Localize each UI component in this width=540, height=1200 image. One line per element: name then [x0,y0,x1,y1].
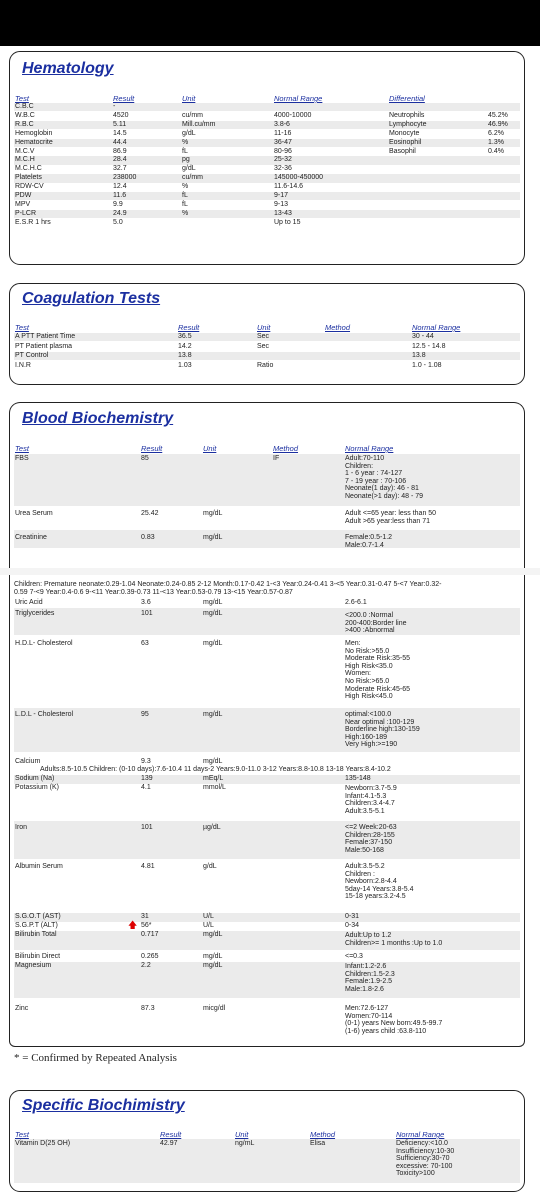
cell-range: 11-16 [274,129,292,137]
sgpt-result: 56* [141,922,152,929]
trig-test: Triglycerides [15,610,55,617]
table-row [14,174,520,182]
row-fbs [14,454,520,506]
row-magnesium [14,962,520,998]
calcium-result: 9.3 [141,758,151,765]
calcium-note: Adults:8.5-10.5 Children: (0-10 days):7.6-10.4 11 days-2 Years:9.0-11.0 3-12 Years:8.8-10.8 13-18 Years:8.4-10.2 [40,766,391,773]
hematology-title: Hematology [22,60,114,77]
differential-name: Neutrophils [389,111,425,119]
ldl-test: L.D.L - Cholesterol [15,711,74,718]
vitd-result: 42.97 [160,1140,178,1147]
sodium-range: 135-148 [345,775,371,782]
cell-test: Hematocrite [15,138,53,146]
differential-value: 0.4% [488,147,504,155]
table-row [14,165,520,173]
creatinine-children-note: Children: Premature neonate:0.29-1.04 Neonate:0.24-0.85 2-12 Month:0.17-0.42 1-<3 Year:0.24-0.41 3-<5 Year:0.31-0.47 5-<7 Year:0.32- 0.59 7-<9 Year:0.4-0.6 9-<11 Year:0.39-0.73 11-<13 Year:0.53-0.79 13-<15 Year:0.57-0.87 [14,581,442,596]
uric-test: Uric Acid [15,599,43,606]
cell-range: 80-96 [274,147,292,155]
cell-unit: fL [182,147,188,155]
table-row [14,333,520,341]
sgpt-range: 0-34 [345,922,360,929]
table-row [14,156,520,164]
magnesium-test: Magnesium [15,962,52,969]
magnesium-range: Infant:1.2-2.6 Children:1.5-2.3 Female:1.9-2.5 Male:1.8-2.6 [345,963,395,993]
cell-range: 145000-450000 [274,174,324,182]
cell-test: R.B.C [15,120,34,128]
vitd-range: Deficiency:<10.0 Insufficiency:10-30 Sufficiency:30-70 excessive: 70-100 Toxicity>100 [396,1140,455,1178]
vitd-test: Vitamin D(25 OH) [15,1140,71,1147]
status-bar [0,0,540,46]
header-test: Test [15,1130,29,1139]
specific-title: Specific Biochimistry [22,1097,185,1114]
table-row [14,130,520,138]
header-normal-range: Normal Range [274,94,323,103]
iron-unit: µg/dL [203,824,221,831]
potassium-unit: mmol/L [203,784,226,791]
cell-unit: fL [182,200,188,208]
cell-result: 86.9 [113,147,127,155]
table-row [14,210,520,218]
cell-test: PT Patient plasma [15,342,73,350]
header-result: Result [160,1130,182,1139]
header-result: Result [178,323,200,332]
cell-range: 36-47 [274,138,292,146]
cell-test: Platelets [15,174,42,182]
cell-unit: Sec [257,333,270,340]
table-row [14,112,520,120]
row-sgpt [14,922,520,931]
cell-range: 25-32 [274,156,292,164]
row-sgot [14,913,520,922]
cell-range: 30 - 44 [412,333,434,340]
row-vitamin-d [14,1139,520,1183]
cell-result: 13.8 [178,352,192,359]
cell-test: PDW [15,192,32,199]
fbs-method: IF [273,455,280,462]
cell-test: PT Control [15,352,49,359]
row-triglycerides [14,608,520,635]
cell-unit: Sec [257,342,270,350]
header-normal-range: Normal Range [412,323,461,332]
cell-result: 36.5 [178,333,192,340]
cell-range: Up to 15 [274,218,301,226]
header-test: Test [15,323,29,332]
row-sodium [14,775,520,784]
row-creatinine [14,530,520,548]
urea-range: Adult <=65 year: less than 50 Adult >65 year:less than 71 [345,510,437,525]
bili-total-test: Bilirubin Total [15,931,57,938]
bili-total-result: 0.717 [141,931,159,938]
cell-unit: fL [182,192,188,199]
zinc-test: Zinc [15,1005,29,1012]
potassium-result: 4.1 [141,784,151,791]
differential-name: Monocyte [389,129,420,137]
row-ldl [14,708,520,752]
ldl-range: optimal:<100.0 Near optimal :100-129 Borderline high:130-159 High:160-189 Very High:>=190 [345,711,420,749]
iron-range: <=2 Week:20-63 Children:28-155 Female:37-150 Male:50-168 [345,824,397,854]
header-test: Test [15,94,29,103]
sodium-unit: mEq/L [203,775,224,782]
cell-unit: cu/mm [182,111,203,119]
cell-unit: % [182,209,189,217]
differential-value: 6.2% [488,129,504,137]
row-iron [14,821,520,859]
cell-result: - [113,103,116,110]
header-method: Method [273,444,299,453]
fbs-test: FBS [15,455,29,462]
sodium-result: 139 [141,775,153,782]
sodium-test: Sodium (Na) [15,775,55,782]
header-test: Test [15,444,29,453]
cell-result: 14.5 [113,129,127,137]
uric-range: 2.6-6.1 [345,599,367,606]
table-row [14,183,520,191]
cell-result: 4520 [113,111,129,119]
cell-unit: % [182,138,189,146]
row-bilirubin-direct [14,953,520,962]
cell-range: 9-13 [274,200,289,208]
coagulation-title: Coagulation Tests [22,290,161,307]
cell-result: 32.7 [113,165,127,173]
differential-value: 1.3% [488,138,504,146]
coagulation-card [9,283,525,385]
differential-value: 46.9% [488,120,508,128]
hdl-unit: mg/dL [203,640,223,647]
creatinine-test: Creatinine [15,534,47,541]
header-result: Result [113,94,135,103]
row-albumin [14,860,520,910]
cell-result: 24.9 [113,209,127,217]
bili-direct-unit: mg/dL [203,953,223,960]
trig-range: <200.0 :Normal 200-400:Border line >400 :Abnormal [345,612,407,635]
cell-test: M.C.H [15,156,35,164]
page-break [0,568,540,575]
cell-test: A PTT Patient Time [15,333,76,340]
albumin-unit: g/dL [203,863,217,870]
cell-unit: % [182,183,189,191]
differential-value: 45.2% [488,111,508,119]
table-row [14,362,520,370]
cell-test: M.C.V [15,147,35,155]
hdl-result: 63 [141,640,149,647]
fbs-result: 85 [141,455,149,462]
magnesium-unit: mg/dL [203,962,223,969]
trig-unit: mg/dL [203,610,223,617]
table-row [14,343,520,351]
biochemistry-continued [9,575,525,1047]
cell-test: M.C.H.C [15,165,42,173]
vitd-method: Elisa [310,1140,326,1147]
cell-result: 5.0 [113,218,123,226]
iron-result: 101 [141,824,153,831]
cell-result: 9.9 [113,200,123,208]
potassium-range: Newborn:3.7-5.9 Infant:4.1-5.3 Children:3.4-4.7 Adult:3.5-5.1 [345,785,397,815]
header-differential: Differential [389,94,425,103]
row-hdl [14,637,520,707]
potassium-test: Potassium (K) [15,784,59,791]
header-unit: Unit [257,323,271,332]
specific-biochemistry-card [9,1090,525,1192]
trig-result: 101 [141,610,153,617]
sgot-unit: U/L [203,913,214,920]
cell-result: 238000 [113,174,137,182]
calcium-unit: mg/dL [203,758,223,765]
flag-up-arrow-icon: 🡅 [128,920,138,930]
albumin-result: 4.81 [141,863,155,870]
cell-test: I.N.R [15,361,31,369]
uric-unit: mg/dL [203,599,223,606]
urea-test: Urea Serum [15,510,53,517]
fbs-range: Adult:70-110 Children: 1 - 6 year : 74-127 7 - 19 year : 70-106 Neonate(1 day): 46 - 81 Neonate(>1 day): 48 - 79 [345,455,424,500]
cell-range: 11.6-14.6 [274,183,304,191]
sgot-range: 0-31 [345,913,360,920]
cell-range: 12.5 - 14.8 [412,342,446,350]
urea-unit: mg/dL [203,510,223,517]
cell-unit: Ratio [257,361,274,369]
hdl-test: H.D.L- Cholesterol [15,640,73,647]
table-row [14,103,520,111]
creatinine-result: 0.83 [141,534,155,541]
table-row [14,192,520,200]
cell-test: C.B.C [15,103,34,110]
cell-test: E.S.R 1 hrs [15,218,51,226]
cell-range: 9-17 [274,192,289,199]
zinc-unit: micg/dl [203,1005,226,1012]
vitd-unit: ng/mL [235,1140,255,1147]
footnote: * = Confirmed by Repeated Analysis [14,1052,177,1064]
header-unit: Unit [235,1130,249,1139]
cell-range: 32-36 [274,165,292,173]
bili-direct-test: Bilirubin Direct [15,953,61,960]
table-row [14,148,520,156]
cell-test: P-LCR [15,209,37,217]
row-calcium [14,757,520,775]
cell-range: 13.8 [412,352,426,359]
row-potassium [14,784,520,820]
cell-unit: pg [182,156,190,164]
row-uric-acid [14,599,520,608]
cell-result: 1.03 [178,361,192,369]
cell-unit: Mill.cu/mm [182,120,216,128]
cell-result: 12.4 [113,183,127,191]
albumin-range: Adult:3.5-5.2 Children : Newborn:2.8-4.4 5day-14 Years:3.8-5.4 15-18 years:3.2-4.5 [345,863,414,901]
header-method: Method [325,323,351,332]
header-method: Method [310,1130,336,1139]
header-result: Result [141,444,163,453]
bili-direct-range: <=0.3 [345,953,363,960]
row-bilirubin-total [14,931,520,950]
table-row [14,219,520,227]
ldl-result: 95 [141,711,149,718]
creatinine-unit: mg/dL [203,534,223,541]
cell-unit: g/dL [182,129,196,137]
cell-range: 1.0 - 1.08 [412,361,442,369]
header-unit: Unit [182,94,196,103]
row-urea [14,509,520,527]
biochemistry-title: Blood Biochemistry [22,410,174,427]
sgot-result: 31 [141,913,149,920]
cell-test: MPV [15,200,31,208]
header-normal-range: Normal Range [345,444,394,453]
row-zinc [14,1001,520,1037]
cell-unit: g/dL [182,165,196,173]
calcium-test: Calcium [15,758,41,765]
bili-total-unit: mg/dL [203,931,223,938]
cell-test: W.B.C [15,111,35,119]
ldl-unit: mg/dL [203,711,223,718]
bili-direct-result: 0.265 [141,953,159,960]
magnesium-result: 2.2 [141,962,151,969]
table-row [14,352,520,360]
biochemistry-card [9,402,525,592]
differential-name: Eosinophil [389,138,422,146]
creatinine-range: Female:0.5-1.2 Male:0.7-1.4 [345,534,393,549]
cell-result: 28.4 [113,156,127,164]
cell-result: 11.6 [113,192,127,199]
cell-test: Hemoglobin [15,129,53,137]
cell-range: 4000-10000 [274,111,312,119]
differential-name: Basophil [389,147,416,155]
zinc-result: 87.3 [141,1005,155,1012]
cell-range: 13-43 [274,209,292,217]
cell-result: 14.2 [178,342,192,350]
cell-result: 44.4 [113,138,127,146]
zinc-range: Men:72.6-127 Women:70-114 (0-1) years New born:49.5-99.7 (1-6) years child :63.8-110 [345,1005,443,1035]
uric-result: 3.6 [141,599,151,606]
cell-result: 5.11 [113,120,127,128]
differential-name: Lymphocyte [389,120,427,128]
iron-test: Iron [15,824,28,831]
hematology-card [9,51,525,265]
table-row [14,121,520,129]
bili-total-range: Adult:Up to 1.2 Children>= 1 months :Up to 1.0 [345,932,443,947]
cell-test: RDW-CV [15,183,44,191]
sgot-test: S.G.O.T (AST) [15,913,61,920]
hdl-range: Men: No Risk:>55.0 Moderate Risk:35-55 High Risk<35.0 Women: No Risk:>65.0 Moderate Risk:45-65 High Risk<45.0 [345,640,410,701]
cell-unit: cu/mm [182,174,203,182]
header-normal-range: Normal Range [396,1130,445,1139]
urea-result: 25.42 [141,510,159,517]
sgpt-test: S.G.P.T (ALT) [15,922,58,929]
table-row [14,201,520,209]
sgpt-unit: U/L [203,922,214,929]
table-row [14,139,520,147]
cell-range: 3.8-6 [274,120,290,128]
albumin-test: Albumin Serum [15,863,63,870]
header-unit: Unit [203,444,217,453]
